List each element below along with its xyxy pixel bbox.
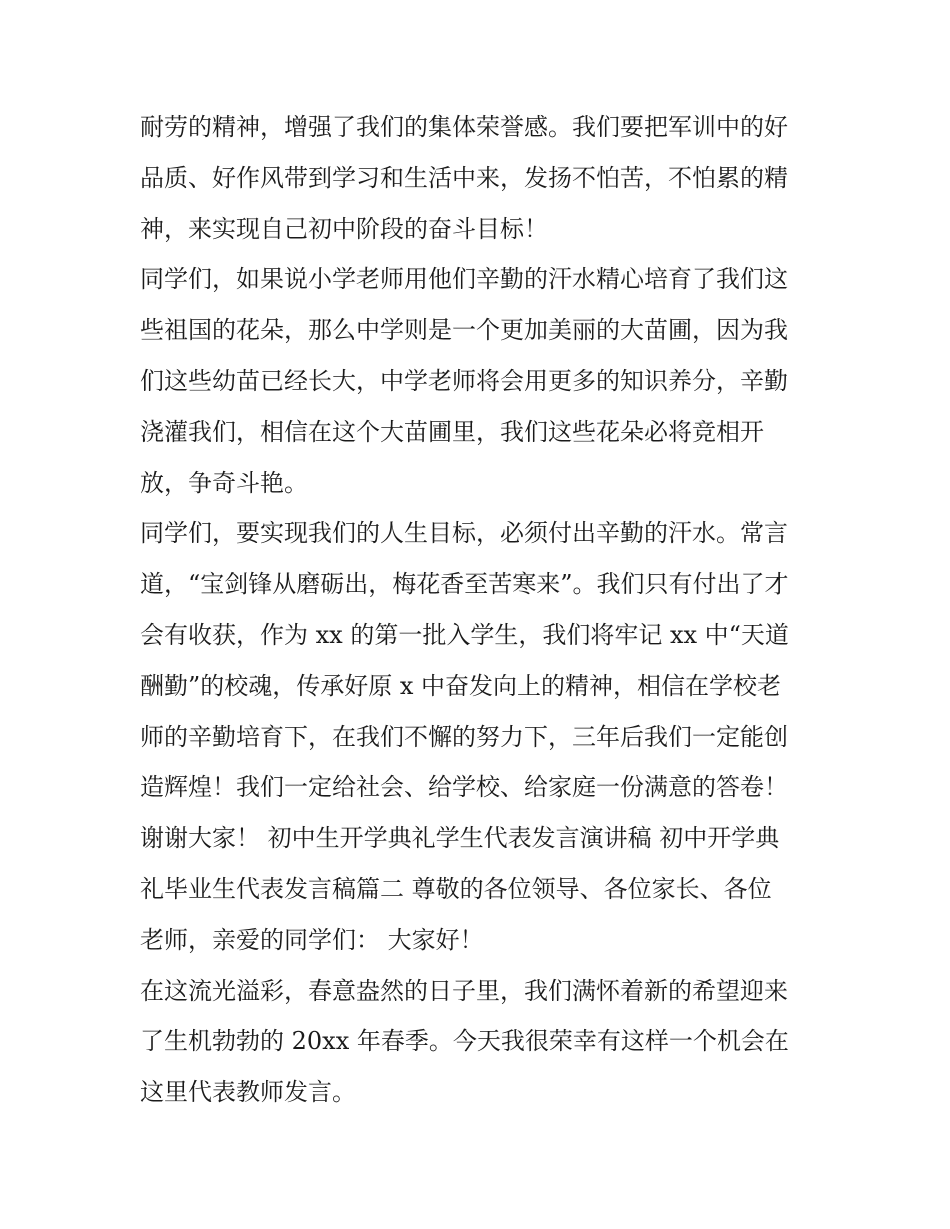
text-line: 会有收获，作为 xx 的第一批入学生，我们将牢记 xx 中“天道 xyxy=(140,620,789,649)
text-line: 放，争奇斗艳。 xyxy=(140,468,308,497)
text-line: 同学们，如果说小学老师用他们辛勤的汗水精心培育了我们这 xyxy=(140,265,788,294)
text-line: 耐劳的精神，增强了我们的集体荣誉感。我们要把军训中的好 xyxy=(140,113,788,141)
text-line: 师的辛勤培育下，在我们不懈的努力下，三年后我们一定能创 xyxy=(140,722,788,751)
text-line: 些祖国的花朵，那么中学则是一个更加美丽的大苗圃，因为我 xyxy=(140,316,788,345)
text-line: 同学们，要实现我们的人生目标，必须付出辛勤的汗水。常言 xyxy=(140,519,788,548)
text-line: 浇灌我们，相信在这个大苗圃里，我们这些花朵必将竞相开 xyxy=(140,417,764,446)
text-line: 老师，亲爱的同学们： 大家好！ xyxy=(140,925,484,954)
text-line: 酬勤”的校魂，传承好原 x 中奋发向上的精神，相信在学校老 xyxy=(140,671,782,700)
text-line: 道，“宝剑锋从磨砺出，梅花香至苦寒来”。我们只有付出了才 xyxy=(140,570,789,599)
text-line: 这里代表教师发言。 xyxy=(140,1078,356,1107)
text-line: 了生机勃勃的 20xx 年春季。今天我很荣幸有这样一个机会在 xyxy=(140,1027,789,1056)
text-line: 礼毕业生代表发言稿篇二 尊敬的各位领导、各位家长、各位 xyxy=(140,874,772,903)
text-line: 品质、好作风带到学习和生活中来，发扬不怕苦，不怕累的精 xyxy=(140,163,788,192)
text-line: 神，来实现自己初中阶段的奋斗目标！ xyxy=(140,214,548,243)
text-line: 谢谢大家！ 初中生开学典礼学生代表发言演讲稿 初中开学典 xyxy=(140,824,780,853)
text-line: 在这流光溢彩，春意盎然的日子里，我们满怀着新的希望迎来 xyxy=(140,976,788,1005)
text-line: 们这些幼苗已经长大，中学老师将会用更多的知识养分，辛勤 xyxy=(140,366,788,395)
text-line: 造辉煌！我们一定给社会、给学校、给家庭一份满意的答卷！ xyxy=(140,773,788,802)
document-body xyxy=(140,102,820,1118)
